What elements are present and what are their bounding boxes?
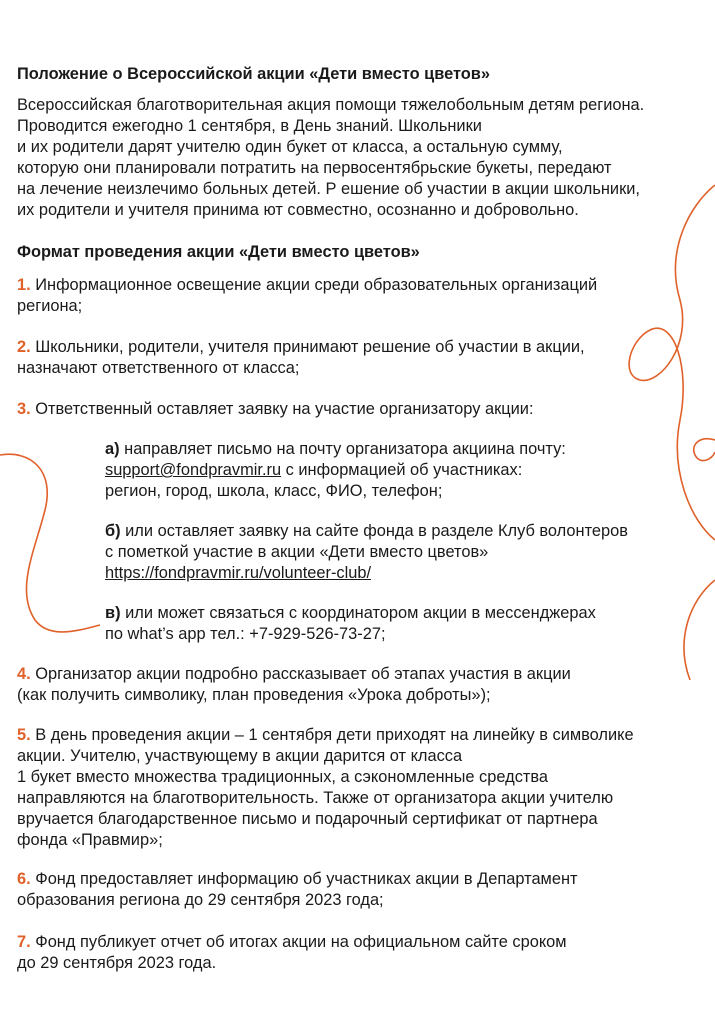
item-text: Ответственный оставляет заявку на участие организатору акции: — [35, 400, 534, 418]
item-number: 1. — [17, 276, 31, 294]
sub-item-text: по what’s app тел.: +7-929-526-73-27; — [105, 625, 386, 643]
item-text: Школьники, родители, учителя принимают решение об участии в акции, — [35, 338, 585, 356]
intro-line: на лечение неизлечимо больных детей. Р ешение об участии в акции школьники, — [17, 180, 640, 198]
intro-line: и их родители дарят учителю один букет от класса, а остальную сумму, — [17, 138, 563, 156]
item-text: региона; — [17, 297, 83, 315]
sub-item-text: или оставляет заявку на сайте фонда в разделе Клуб волонтеров — [125, 522, 628, 540]
sub-item-a — [105, 439, 566, 502]
item-number: 4. — [17, 665, 31, 683]
sub-item-c — [105, 603, 596, 645]
intro-line: их родители и учителя принима ют совместно, осознанно и добровольно. — [17, 201, 579, 219]
item-text: Организатор акции подробно рассказывает об этапах участия в акции — [35, 665, 571, 683]
sub-item-label: б) — [105, 522, 121, 540]
sub-item-label: в) — [105, 604, 121, 622]
volunteer-club-link[interactable]: https://fondpravmir.ru/volunteer-club/ — [105, 564, 372, 582]
sub-item-text: регион, город, школа, класс, ФИО, телефон; — [105, 482, 443, 500]
item-number: 3. — [17, 400, 31, 418]
email-link[interactable]: support@fondpravmir.ru — [105, 461, 282, 479]
section-heading: Формат проведения акции «Дети вместо цветов» — [17, 243, 420, 261]
item-text: образования региона до 29 сентября 2023 года; — [17, 891, 384, 909]
item-number: 7. — [17, 933, 31, 951]
item-text: направляются на благотворительность. Также от организатора акции учителю — [17, 789, 614, 807]
list-item-5 — [17, 725, 634, 851]
sub-item-label: а) — [105, 440, 120, 458]
list-item-2 — [17, 337, 585, 379]
sub-item-text: с пометкой участие в акции «Дети вместо цветов» — [105, 543, 489, 561]
item-text: Фонд публикует отчет об итогах акции на официальном сайте сроком — [35, 933, 567, 951]
item-number: 6. — [17, 870, 31, 888]
curve-left — [0, 454, 100, 632]
sub-item-text: с информацией об участниках: — [281, 461, 523, 479]
sub-item-text: направляет письмо на почту организатора акциина почту: — [124, 440, 566, 458]
list-item-1 — [17, 275, 597, 317]
item-text: В день проведения акции – 1 сентября дети приходят на линейку в символике — [35, 726, 634, 744]
item-text: (как получить символику, план проведения «Урока доброты»); — [17, 686, 491, 704]
item-text: Фонд предоставляет информацию об участниках акции в Департамент — [35, 870, 578, 888]
document-title: Положение о Всероссийской акции «Дети вместо цветов» — [17, 65, 490, 83]
item-text: Информационное освещение акции среди образовательных организаций — [35, 276, 598, 294]
intro-line: Проводится ежегодно 1 сентября, в День знаний. Школьники — [17, 117, 482, 135]
item-number: 5. — [17, 726, 31, 744]
list-item-3 — [17, 399, 534, 420]
intro-paragraph — [17, 95, 644, 221]
curve-right-bottom — [684, 580, 715, 680]
item-text: до 29 сентября 2023 года. — [17, 954, 217, 972]
item-text: акции. Учителю, участвующему в акции дарится от класса — [17, 747, 463, 765]
list-item-6 — [17, 869, 578, 911]
intro-line: которую они планировали потратить на первосентябрьские букеты, передают — [17, 159, 612, 177]
sub-item-b — [105, 521, 628, 584]
curve-right-loop — [694, 439, 715, 461]
item-text: фонда «Правмир»; — [17, 831, 163, 849]
list-item-7 — [17, 932, 567, 974]
list-item-4 — [17, 664, 571, 706]
sub-item-text: или может связаться с координатором акции в мессенджерах — [125, 604, 596, 622]
item-text: назначают ответственного от класса; — [17, 359, 300, 377]
item-text: 1 букет вместо множества традиционных, а сэкономленные средства — [17, 768, 549, 786]
intro-line: Всероссийская благотворительная акция помощи тяжелобольным детям региона. — [17, 96, 645, 114]
item-text: вручается благодарственное письмо и подарочный сертификат от партнера — [17, 810, 598, 828]
item-number: 2. — [17, 338, 31, 356]
curve-right-top — [629, 185, 715, 540]
